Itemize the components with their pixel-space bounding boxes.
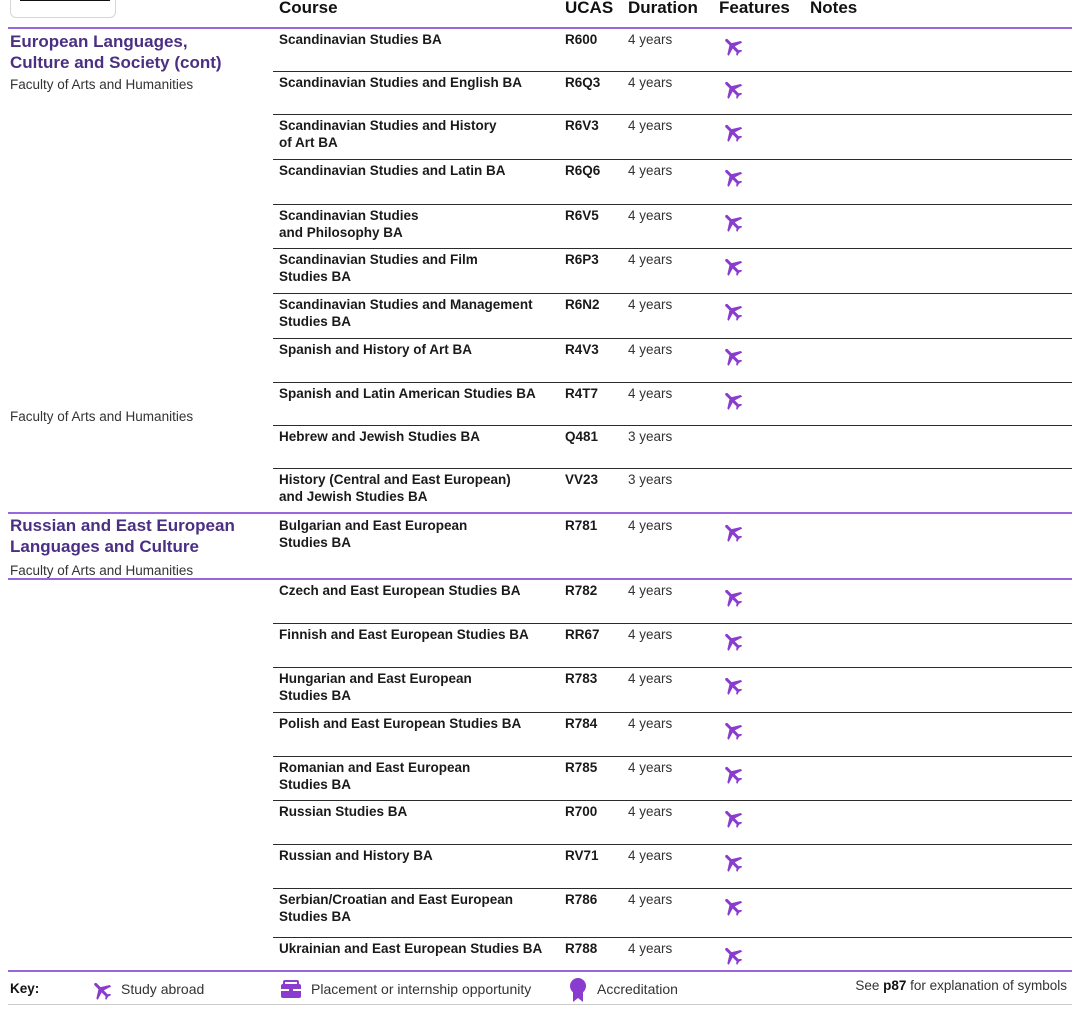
- duration: 4 years: [628, 848, 673, 863]
- duration: 4 years: [628, 118, 673, 133]
- duration: 4 years: [628, 32, 673, 47]
- plane-icon: [721, 629, 745, 653]
- row-divider: [273, 425, 1072, 426]
- ucas-code: R781: [565, 518, 598, 533]
- logo-bar: [20, 0, 110, 1]
- course-name: Scandinavian Studies and Latin BA: [279, 163, 506, 178]
- ucas-code: R786: [565, 892, 598, 907]
- row-divider: [273, 844, 1072, 845]
- course-name: Romanian and East European Studies BA: [279, 760, 471, 792]
- briefcase-icon: [280, 978, 304, 1002]
- plane-icon: [721, 850, 745, 874]
- ucas-code: R600: [565, 32, 598, 47]
- plane-icon: [721, 120, 745, 144]
- plane-icon: [721, 894, 745, 918]
- ucas-code: R700: [565, 804, 598, 819]
- duration: 4 years: [628, 671, 673, 686]
- row-divider: [273, 204, 1072, 205]
- header-duration: Duration: [628, 0, 698, 17]
- plane-icon: [721, 718, 745, 742]
- key-accreditation: Accreditation: [597, 981, 678, 997]
- row-divider: [273, 71, 1072, 72]
- ucas-code: VV23: [565, 472, 599, 487]
- section-rule: [8, 512, 1072, 514]
- plane-icon: [721, 388, 745, 412]
- duration: 4 years: [628, 627, 673, 642]
- row-divider: [273, 756, 1072, 757]
- duration: 4 years: [628, 892, 673, 907]
- section-title-european: European Languages, Culture and Society (cont): [10, 32, 222, 72]
- ucas-code: R783: [565, 671, 598, 686]
- duration: 3 years: [628, 429, 673, 444]
- ucas-code: R6V5: [565, 208, 599, 223]
- course-name: Ukrainian and East European Studies BA: [279, 941, 543, 956]
- ucas-code: RR67: [565, 627, 600, 642]
- ucas-code: R782: [565, 583, 598, 598]
- course-name: Serbian/Croatian and East European Studies BA: [279, 892, 514, 924]
- duration: 4 years: [628, 583, 673, 598]
- duration: 4 years: [628, 297, 673, 312]
- course-name: Scandinavian Studies and History of Art BA: [279, 118, 497, 150]
- ucas-code: R6N2: [565, 297, 600, 312]
- key-note-prefix: See: [855, 978, 880, 993]
- duration: 4 years: [628, 386, 673, 401]
- course-name: Spanish and Latin American Studies BA: [279, 386, 536, 401]
- key-bottom-rule: [8, 1004, 1072, 1005]
- ucas-code: Q481: [565, 429, 599, 444]
- course-name: History (Central and East European) and Jewish Studies BA: [279, 472, 511, 504]
- plane-icon: [721, 943, 745, 967]
- ucas-code: R788: [565, 941, 598, 956]
- course-name: Russian Studies BA: [279, 804, 408, 819]
- plane-icon: [721, 34, 745, 58]
- duration: 4 years: [628, 163, 673, 178]
- row-divider: [273, 667, 1072, 668]
- plane-icon: [721, 520, 745, 544]
- ucas-code: R6P3: [565, 252, 599, 267]
- course-name: Hebrew and Jewish Studies BA: [279, 429, 481, 444]
- section-title-russian: Russian and East European Languages and Culture: [10, 516, 235, 556]
- row-divider: [273, 159, 1072, 160]
- course-name: Polish and East European Studies BA: [279, 716, 522, 731]
- key-note: [855, 978, 1067, 993]
- faculty-label: Faculty of Arts and Humanities: [10, 409, 194, 424]
- ucas-code: RV71: [565, 848, 599, 863]
- course-name: Russian and History BA: [279, 848, 433, 863]
- course-name: Scandinavian Studies and Management Studies BA: [279, 297, 533, 329]
- duration: 4 years: [628, 716, 673, 731]
- duration: 4 years: [628, 760, 673, 775]
- row-divider: [273, 468, 1072, 469]
- course-name: Scandinavian Studies and Philosophy BA: [279, 208, 419, 240]
- header-course: Course: [279, 0, 338, 17]
- course-name: Hungarian and East European Studies BA: [279, 671, 472, 703]
- row-divider: [273, 114, 1072, 115]
- ucas-code: R6Q3: [565, 75, 601, 90]
- key-top-rule: [8, 970, 1072, 972]
- duration: 4 years: [628, 518, 673, 533]
- course-name: Spanish and History of Art BA: [279, 342, 473, 357]
- course-name: Bulgarian and East European Studies BA: [279, 518, 468, 550]
- row-divider: [273, 338, 1072, 339]
- header-notes: Notes: [810, 0, 858, 17]
- course-name: Scandinavian Studies and English BA: [279, 75, 523, 90]
- duration: 4 years: [628, 75, 673, 90]
- plane-icon: [721, 344, 745, 368]
- row-divider: [273, 937, 1072, 938]
- course-name: Scandinavian Studies BA: [279, 32, 442, 47]
- plane-icon: [721, 585, 745, 609]
- ucas-code: R4T7: [565, 386, 599, 401]
- rosette-icon: [567, 977, 591, 1001]
- section-rule: [8, 27, 1072, 29]
- key-note-page: p87: [883, 978, 907, 993]
- ucas-code: R785: [565, 760, 598, 775]
- row-divider: [273, 712, 1072, 713]
- duration: 3 years: [628, 472, 673, 487]
- ucas-code: R6Q6: [565, 163, 601, 178]
- duration: 4 years: [628, 804, 673, 819]
- plane-icon: [90, 978, 114, 1002]
- row-divider: [273, 248, 1072, 249]
- plane-icon: [721, 806, 745, 830]
- plane-icon: [721, 254, 745, 278]
- plane-icon: [721, 210, 745, 234]
- section-rule: [8, 578, 1072, 580]
- key-study-abroad: Study abroad: [121, 981, 205, 997]
- app-logo-badge: [10, 0, 116, 18]
- ucas-code: R784: [565, 716, 598, 731]
- duration: 4 years: [628, 252, 673, 267]
- plane-icon: [721, 673, 745, 697]
- course-name: Scandinavian Studies and Film Studies BA: [279, 252, 478, 284]
- faculty-label: Faculty of Arts and Humanities: [10, 563, 194, 578]
- key-placement: Placement or internship opportunity: [311, 981, 532, 997]
- duration: 4 years: [628, 208, 673, 223]
- row-divider: [273, 293, 1072, 294]
- row-divider: [273, 382, 1072, 383]
- row-divider: [273, 888, 1072, 889]
- plane-icon: [721, 299, 745, 323]
- course-name: Finnish and East European Studies BA: [279, 627, 529, 642]
- plane-icon: [721, 165, 745, 189]
- header-ucas: UCAS: [565, 0, 614, 17]
- duration: 4 years: [628, 941, 673, 956]
- row-divider: [273, 623, 1072, 624]
- ucas-code: R6V3: [565, 118, 599, 133]
- faculty-label: Faculty of Arts and Humanities: [10, 77, 194, 92]
- plane-icon: [721, 762, 745, 786]
- plane-icon: [721, 77, 745, 101]
- duration: 4 years: [628, 342, 673, 357]
- key-note-suffix: for explanation of symbols: [910, 978, 1067, 993]
- ucas-code: R4V3: [565, 342, 599, 357]
- header-features: Features: [719, 0, 790, 17]
- course-name: Czech and East European Studies BA: [279, 583, 521, 598]
- row-divider: [273, 800, 1072, 801]
- key-label: Key:: [10, 981, 40, 996]
